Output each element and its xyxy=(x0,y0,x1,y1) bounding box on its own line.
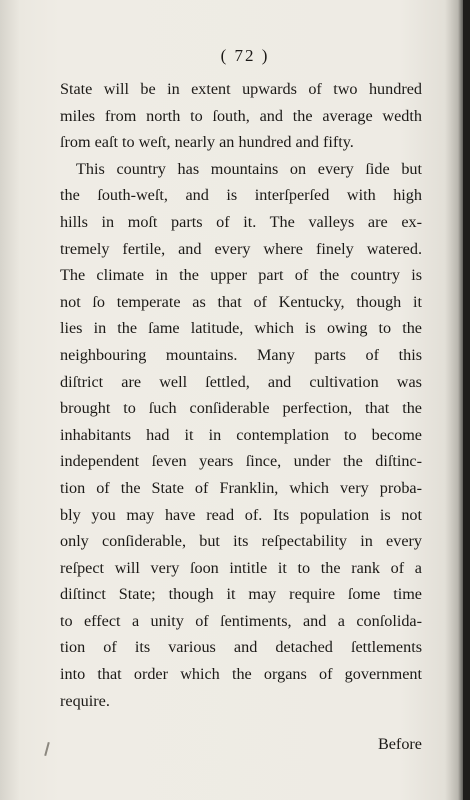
text-line: not ſo temperate as that of Kentucky, though it xyxy=(60,292,422,311)
text-line: ſrom eaſt to weſt, nearly an hundred and fifty. xyxy=(60,133,354,152)
text-line: diſtrict are well ſettled, and cultivation was xyxy=(60,372,422,391)
text-line: tion of its various and detached ſettlements xyxy=(60,638,422,657)
text-line: reſpect will very ſoon intitle it to the rank of a xyxy=(60,558,422,577)
text-line: brought to ſuch conſiderable perfection, that the xyxy=(60,399,422,418)
text-line: This country has mountains on every ſide but xyxy=(76,159,422,178)
page-edge xyxy=(463,0,470,800)
text-line: lies in the ſame latitude, which is owing to the xyxy=(60,319,422,338)
text-line: State will be in extent upwards of two hundred xyxy=(60,80,422,98)
text-line: inhabitants had it in contemplation to become xyxy=(60,425,422,444)
text-line: The climate in the upper part of the country is xyxy=(60,266,422,285)
text-line: to effect a unity of ſentiments, and a conſolida- xyxy=(60,611,422,630)
body-text xyxy=(60,76,422,714)
text-line: miles from north to ſouth, and the average wedth xyxy=(60,106,422,125)
text-line: neighbouring mountains. Many parts of this xyxy=(60,345,422,364)
margin-mark xyxy=(44,742,50,756)
text-line: tion of the State of Franklin, which very proba- xyxy=(60,478,422,497)
text-line: hills in moſt parts of it. The valleys are ex- xyxy=(60,212,422,231)
page-number: ( 72 ) xyxy=(220,46,270,65)
text-line: diſtinct State; though it may require ſome time xyxy=(60,585,422,604)
catchword: Before xyxy=(377,735,422,753)
text-line: require. xyxy=(60,691,110,710)
text-line: the ſouth-weſt, and is interſperſed with high xyxy=(60,186,422,205)
text-line: bly you may have read of. Its population is not xyxy=(60,505,422,524)
text-line: only conſiderable, but its reſpectability in every xyxy=(60,532,422,551)
text-line: independent ſeven years ſince, under the diſtinc- xyxy=(60,452,422,471)
text-line: tremely fertile, and every where finely watered. xyxy=(60,239,422,258)
text-line: into that order which the organs of government xyxy=(60,665,422,684)
